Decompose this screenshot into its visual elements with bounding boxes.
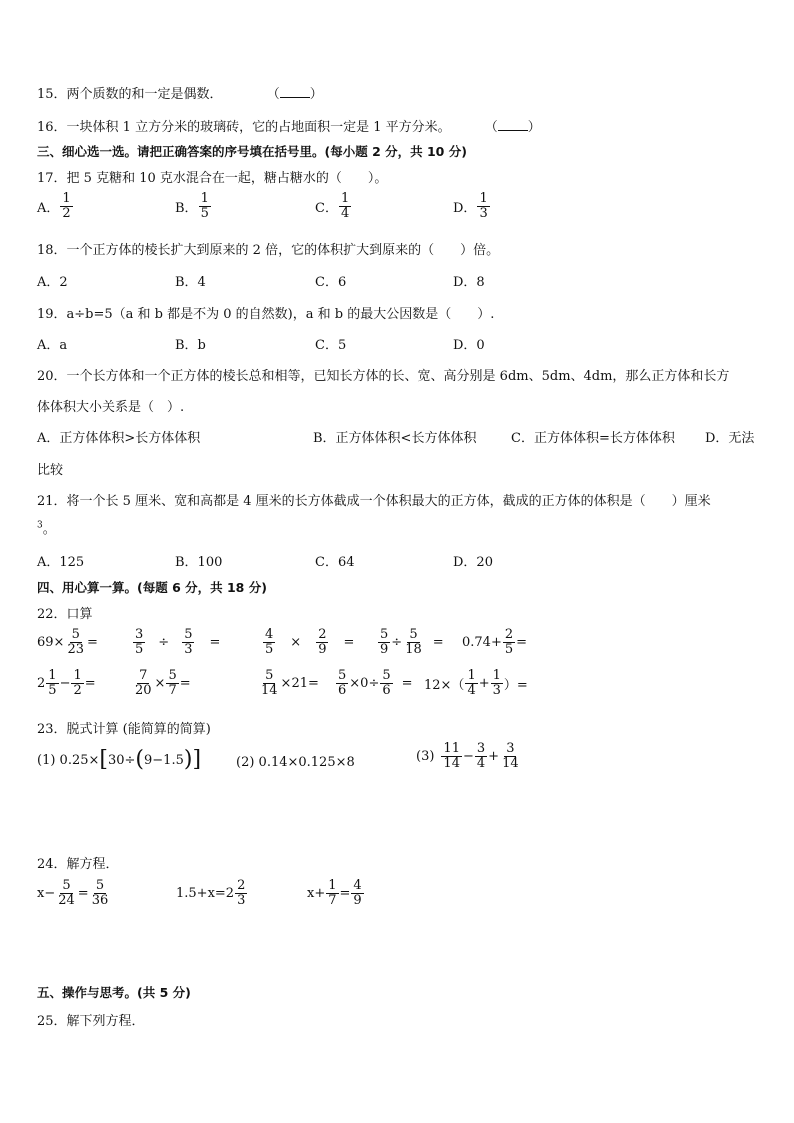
denominator: 4 [467,682,476,698]
question-21-line-1: 21．将一个长 5 厘米、宽和高都是 4 厘米的长方体截成一个体积最大的正方体，截成的正方体的体积是（ ）厘米 [37,494,711,509]
question-19-option-a[interactable]: A．a [37,338,68,353]
option-label: C． [315,200,338,216]
calc-problem-2: (2) 0.14×0.125×8 [236,755,355,770]
fraction [378,628,390,656]
numerator: 5 [382,668,391,683]
question-19-option-b[interactable]: B．b [175,338,206,353]
question-17-text: 17．把 5 克糖和 10 克水混合在一起，糖占糖水的（ ）。 [37,171,388,186]
right-paren: ) [183,747,193,772]
question-19-option-d[interactable]: D．0 [453,338,485,353]
numerator: 5 [184,627,193,642]
oral-calc-2 [132,628,220,656]
fraction [71,669,83,697]
fraction [316,628,328,656]
equals: = [179,675,191,691]
numerator: 2 [237,878,246,893]
calc-problem-1 [37,749,201,771]
fraction [491,669,503,697]
question-20-option-d[interactable]: D．无法 [705,431,755,446]
oral-calc-3 [262,628,354,656]
question-19-text: 19．a÷b=5（a 和 b 都是不为 0 的自然数)，a 和 b 的最大公因数是（ ）. [37,307,495,322]
denominator: 14 [261,682,278,698]
question-20-line-1: 20．一个长方体和一个正方体的棱长总和相等，已知长方体的长、宽、高分别是 6dm、5dm、4dm，那么正方体和长方 [37,369,730,384]
denominator: 14 [502,755,519,771]
question-24-title: 24．解方程． [37,857,119,872]
numerator: 5 [168,668,177,683]
fraction [90,879,111,907]
question-17-option-a[interactable] [37,192,74,220]
denominator: 2 [62,205,71,221]
equals: = [516,634,528,650]
numerator: 5 [380,627,389,642]
numerator: 4 [353,878,362,893]
equation-1 [37,879,111,907]
option-label: A． [37,200,60,216]
expression: 1.5+x=2 [176,885,235,901]
fraction [500,742,521,770]
equals: = [209,634,221,650]
fraction [477,192,489,220]
numerator: 5 [95,878,105,893]
fraction [380,669,392,697]
denominator: 23 [67,641,84,657]
question-21-option-d[interactable]: D．20 [453,555,493,570]
question-25-text: 25．解下列方程． [37,1014,145,1029]
numerator: 1 [467,668,476,683]
numerator: 1 [492,668,501,683]
numerator: 1 [48,668,57,683]
operator: ×0÷ [349,675,380,691]
question-19-option-c[interactable]: C．5 [315,338,347,353]
problem-label: (3) [416,748,435,764]
expression: x+ [307,885,326,901]
denominator: 14 [443,755,460,771]
denominator: 9 [353,892,362,908]
question-21-option-b[interactable]: B．100 [175,555,223,570]
operator: + [478,675,490,691]
operator: ÷ [391,634,403,650]
fraction [166,669,178,697]
fraction [199,192,211,220]
question-21-option-a[interactable]: A．125 [37,555,85,570]
operator: − [462,748,474,764]
equals: = [84,675,96,691]
denominator: 5 [265,641,274,657]
question-16-text: 16．一块体积 1 立方分米的玻璃砖，它的占地面积一定是 1 平方分米。 [37,120,451,135]
equals: = [432,634,444,650]
calc-problem-3 [416,742,522,770]
denominator: 20 [135,682,152,698]
section-5-title: 五、操作与思考。(共 5 分) [37,985,191,1000]
numerator: 1 [328,878,337,893]
expression: 30÷ [107,752,136,768]
oral-calc-9 [335,669,413,697]
equation-3 [307,879,365,907]
denominator: 36 [91,892,109,908]
section-3-title: 三、细心选一选。请把正确答案的序号填在括号里。(每小题 2 分，共 10 分) [37,144,467,159]
operator: ÷ [158,634,170,650]
question-17-option-d[interactable] [453,192,491,220]
denominator: 5 [504,641,514,657]
fraction [403,628,424,656]
numerator: 11 [443,741,460,756]
numerator: 3 [135,627,144,642]
denominator: 18 [405,641,422,657]
option-label: D． [453,200,477,216]
equals: = [87,634,98,650]
operator: × [53,634,65,650]
question-20-line-2: 体体积大小关系是（ ）. [37,400,185,415]
section-4-title: 四、用心算一算。(每题 6 分，共 18 分) [37,580,267,595]
oral-calc-10 [424,669,528,697]
oral-calc-6 [37,669,96,697]
numerator: 4 [265,627,274,642]
denominator: 7 [328,892,337,908]
numerator: 5 [265,668,274,683]
numerator: 5 [338,668,347,683]
question-15 [37,83,323,102]
answer-paren-close: ） [527,120,541,135]
equation-2 [176,879,248,907]
numerator: 3 [506,741,515,756]
denominator: 5 [135,641,144,657]
numerator: 1 [200,191,209,206]
number: 12×（ [424,677,465,693]
fraction [475,742,487,770]
numerator: 1 [340,191,350,206]
question-17-option-c[interactable] [315,192,352,220]
question-17-option-b[interactable] [175,192,212,220]
question-20-option-d-wrap: 比较 [37,463,64,478]
fraction [339,192,351,220]
numerator: 1 [479,191,488,206]
fraction [60,192,72,220]
fraction [326,879,338,907]
denominator: 7 [168,682,177,698]
question-15-text: 15．两个质数的和一定是偶数． [37,87,223,102]
fraction [465,669,477,697]
number: 0.74+ [462,634,502,650]
superscript: 3 [37,520,43,531]
equals: = [401,675,413,691]
question-18-option-c[interactable]: C．6 [315,275,347,290]
question-20-option-c[interactable]: C．正方体体积=长方体体积 [511,431,675,446]
answer-blank[interactable] [498,118,528,131]
numerator: 1 [73,668,82,683]
operator: × [290,634,302,650]
question-18-option-d[interactable]: D．8 [453,275,485,290]
right-bracket: ] [192,747,202,772]
fraction [503,628,515,656]
denominator: 3 [184,641,193,657]
question-23-title: 23．脱式计算 (能简算的简算) [37,722,211,737]
denominator: 3 [237,892,246,908]
numerator: 5 [71,627,80,642]
denominator: 5 [48,682,57,698]
operator: + [488,748,500,764]
fraction [351,879,363,907]
fraction [65,628,86,656]
numerator: 7 [139,668,148,683]
denominator: 9 [318,641,327,657]
answer-paren-open: （ [266,87,280,102]
oral-calc-8 [258,669,319,697]
question-20-option-a[interactable]: A．正方体体积>长方体体积 [37,431,201,446]
fraction [46,669,58,697]
expression: 9−1.5 [144,752,184,768]
answer-blank[interactable] [280,85,310,98]
denominator: 24 [58,892,75,908]
denominator: 6 [382,682,391,698]
fraction [235,879,247,907]
oral-calc-5 [462,628,527,656]
answer-paren-open: （ [484,120,498,135]
oral-calc-7 [132,669,191,697]
numerator: 2 [504,627,514,642]
fraction [182,628,194,656]
fraction [133,628,145,656]
oral-calc-1 [37,628,98,656]
question-20-option-b[interactable]: B．正方体体积<长方体体积 [313,431,477,446]
question-18-option-b[interactable]: B．4 [175,275,206,290]
denominator: 4 [476,755,486,771]
operator: × [154,675,166,691]
denominator: 2 [73,682,82,698]
numerator: 3 [476,741,486,756]
numerator: 5 [409,627,418,642]
left-bracket: [ [99,747,108,772]
denominator: 3 [492,682,501,698]
expression-tail: ×21= [280,675,319,691]
left-paren: ( [135,747,145,772]
numerator: 5 [62,878,71,893]
question-18-text: 18．一个正方体的棱长扩大到原来的 2 倍，它的体积扩大到原来的（ ）倍。 [37,243,500,258]
expression: x− [37,885,56,901]
question-22-title: 22．口算 [37,607,93,622]
fraction [133,669,154,697]
question-16 [37,116,541,135]
fraction [56,879,77,907]
oral-calc-4 [377,628,444,656]
question-21-line-2 [37,518,56,537]
denominator: 6 [338,682,347,698]
question-18-option-a[interactable]: A．2 [37,275,68,290]
fraction [259,669,280,697]
denominator: 9 [380,641,389,657]
numerator: 2 [318,627,327,642]
option-label: B． [175,200,198,216]
fraction [441,742,462,770]
fraction [263,628,275,656]
fraction [336,669,348,697]
question-21-line-2-text: 。 [42,522,56,537]
equals: = [77,885,89,901]
problem-label: (1) 0.25× [37,752,100,768]
question-21-option-c[interactable]: C．64 [315,555,355,570]
numerator: 1 [62,191,71,206]
number: 69 [37,634,54,650]
denominator: 5 [200,205,209,221]
whole-number: 2 [37,675,46,691]
equals: = [343,634,355,650]
operator: − [59,675,71,691]
answer-paren-close: ） [309,87,323,102]
equals: = [339,885,351,901]
expression-tail: ）= [503,677,528,693]
denominator: 4 [340,205,350,221]
denominator: 3 [479,205,488,221]
